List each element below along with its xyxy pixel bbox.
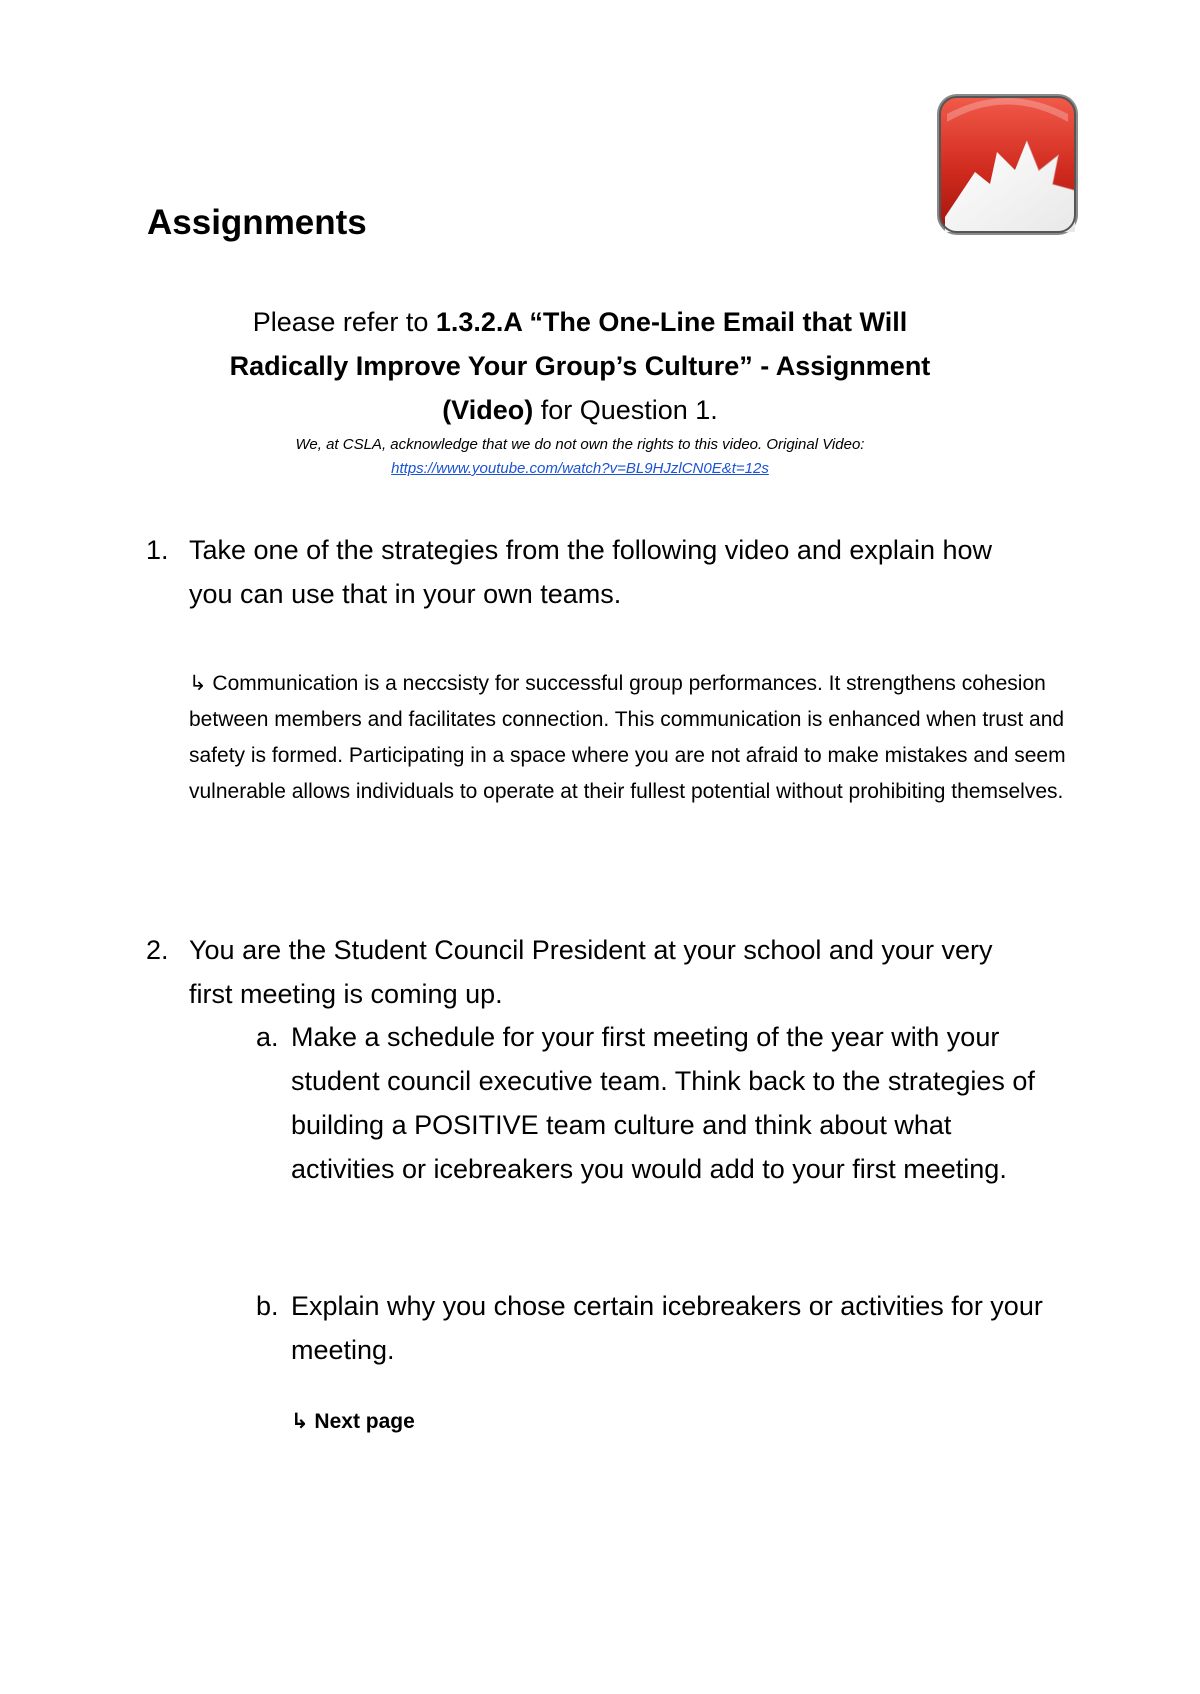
video-disclaimer xyxy=(250,433,910,481)
intro-assignment-reference: 1.3.2.A “The One-Line Email that Will Radically Improve Your Group’s Culture” - Assignment (Video) xyxy=(229,307,931,425)
video-link[interactable]: https://www.youtube.com/watch?v=BL9HJzlCN0E&t=12s xyxy=(391,460,769,477)
intro-suffix: for Question 1. xyxy=(533,395,718,425)
question-text: You are the Student Council President at your school and your very first meeting is coming up. xyxy=(189,935,993,1009)
page-title: Assignments xyxy=(147,203,367,242)
answer-1: ↳ Communication is a neccsisty for successful group performances. It strengthens cohesion between members and facilitates connection. This communication is enhanced when trust and safety is formed. Participating in a space where you are not afraid to make mistakes and seem vulnerable allows individuals to operate at their fullest potential without prohibiting themselves. xyxy=(189,672,1066,803)
sub-question-letter: b. xyxy=(256,1291,279,1321)
sub-question-text: Make a schedule for your first meeting of the year with your student council executive team. Think back to the strategies of building a POSITIVE team culture and think about what activities or icebreakers you would add to your first meeting. xyxy=(291,1022,1035,1184)
sub-question-letter: a. xyxy=(256,1022,279,1052)
question-number: 2. xyxy=(146,935,169,965)
maple-leaf-icon xyxy=(935,92,1080,237)
question-number: 1. xyxy=(146,535,169,565)
sub-question-text: Explain why you chose certain icebreakers or activities for your meeting. xyxy=(291,1291,1043,1365)
next-page-note: ↳ Next page xyxy=(291,1410,415,1433)
question-text: Take one of the strategies from the following video and explain how you can use that in your own teams. xyxy=(189,535,992,609)
maple-leaf-logo xyxy=(935,92,1080,237)
intro-prefix: Please refer to xyxy=(252,307,436,337)
disclaimer-text: We, at CSLA, acknowledge that we do not own the rights to this video. Original Video: xyxy=(295,436,865,453)
intro-paragraph xyxy=(190,300,970,432)
